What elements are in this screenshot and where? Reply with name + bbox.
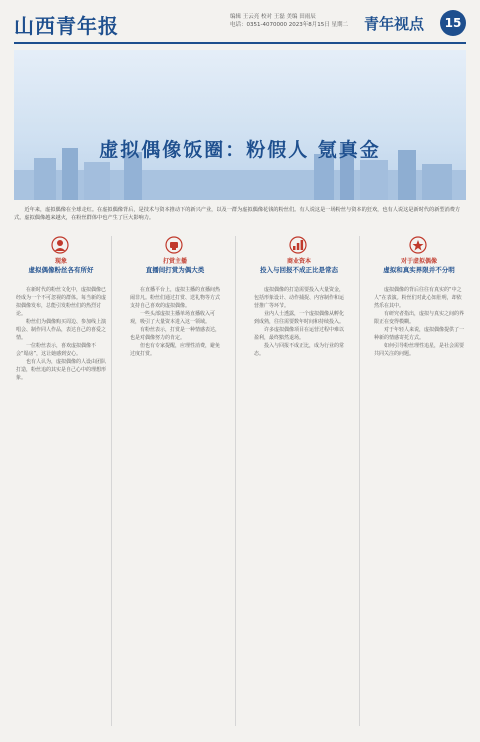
column-divider — [235, 236, 236, 726]
paragraph: 也有人认为，虚拟偶像的人设由团队打造，粉丝追的其实是自己心中的理想形象。 — [16, 359, 106, 381]
column-kicker: 对于虚拟偶像 — [400, 258, 437, 265]
paragraph: 粉丝们为偶像购买周边、参加线上演唱会、制作同人作品，表达自己的喜爱之情。 — [16, 319, 106, 341]
paragraph: 对于年轻人来说，虚拟偶像提供了一种新的情感寄托方式。 — [374, 327, 464, 341]
column-1 — [16, 236, 106, 726]
paragraph: 一位粉丝表示，喜欢虚拟偶像不会“塌房”，这让她感到安心。 — [16, 343, 97, 357]
column-2 — [130, 236, 220, 726]
column-title: 直播间打赏为偶大类 — [145, 266, 205, 274]
column-title: 投入与回报不成正比是常态 — [260, 266, 338, 274]
column-icon — [165, 236, 183, 254]
paragraph: 虚拟偶像的打造需要投入大量资金，包括形象设计、动作捕捉、内容制作和运营推广等环节。 — [254, 287, 344, 309]
column-icon — [409, 236, 427, 254]
intro-paragraph: 近年来，虚拟偶像在全球走红。在虚拟偶像背后，是技术与资本推动下的新兴产业，以及一群为虚拟偶像花钱的粉丝们。有人说这是一场粉丝与资本的狂欢，也有人说这是新时代的新型消费方式。虚拟偶像越来越火，在粉丝群体中也产生了巨大影响力。 — [14, 207, 461, 221]
column-icon — [289, 236, 307, 254]
column-title: 虚拟偶像粉丝各有所好 — [28, 266, 94, 274]
column-title: 虚拟和真实界限并不分明 — [383, 266, 455, 274]
banner — [14, 50, 466, 200]
section-title: 青年视点 — [364, 15, 425, 33]
column-divider — [359, 236, 360, 726]
headline: 虚拟偶像饭圈：粉假人 氪真金 — [99, 139, 381, 161]
column-header — [374, 236, 464, 282]
paragraph: 业内人士透露，一个虚拟偶像从孵化到成熟，往往需要数年时间和持续投入。 — [254, 311, 344, 325]
page-header — [14, 10, 466, 40]
column-icon — [51, 236, 69, 254]
meta-line-1: 编辑 王云亮 校对 王磊 美编 田雨辰 — [230, 14, 316, 20]
meta-line-2: 电话：0351-4070000 2023年8月15日 星期二 — [230, 22, 348, 28]
column-body — [254, 286, 344, 726]
column-divider — [111, 236, 112, 726]
column-header — [130, 236, 220, 282]
column-4 — [374, 236, 464, 726]
paragraph: 虚拟偶像的背后往往有真实的“中之人”在表演。粉丝们对此心知肚明，却依然乐在其中。 — [374, 287, 462, 309]
masthead: 山西青年报 — [14, 14, 119, 38]
paragraph: 在直播平台上，虚拟主播的直播间热闹非凡。粉丝们通过打赏、送礼物等方式支持自己喜欢的虚拟偶像。 — [130, 287, 220, 309]
paragraph: 有研究者指出，虚拟与真实之间的界限正在变得模糊。 — [374, 311, 464, 325]
paragraph: 一些头部虚拟主播单场直播收入可观，吸引了大量资本进入这一领域。 — [130, 311, 216, 325]
paragraph: 投入与回报不成正比，成为行业的常态。 — [254, 343, 344, 357]
column-kicker: 商业资本 — [286, 258, 311, 265]
column-kicker: 现象 — [54, 258, 67, 265]
column-kicker: 打赏主播 — [162, 258, 187, 265]
column-body — [130, 286, 220, 726]
paragraph: 如何引导粉丝理性追星，是社会需要共同关注的问题。 — [374, 343, 464, 357]
column-header — [16, 236, 106, 282]
paragraph: 但也有专家提醒，应理性消费，避免过度打赏。 — [130, 343, 220, 357]
column-body — [16, 286, 106, 726]
column-header — [254, 236, 344, 282]
column-body — [374, 286, 464, 726]
paragraph: 许多虚拟偶像项目在运营过程中难以盈利，最终黯然退场。 — [254, 327, 344, 341]
page-number: 15 — [440, 10, 466, 36]
paragraph: 在新时代的粉丝文化中，虚拟偶像已经成为一个不可忽视的群体。每当新的虚拟偶像发布，总能引发粉丝们的热烈讨论。 — [16, 287, 106, 317]
column-3 — [254, 236, 344, 726]
header-rule — [14, 42, 466, 44]
paragraph: 有粉丝表示，打赏是一种情感表达，也是对偶像努力的肯定。 — [130, 327, 220, 341]
meta-info — [230, 13, 348, 29]
